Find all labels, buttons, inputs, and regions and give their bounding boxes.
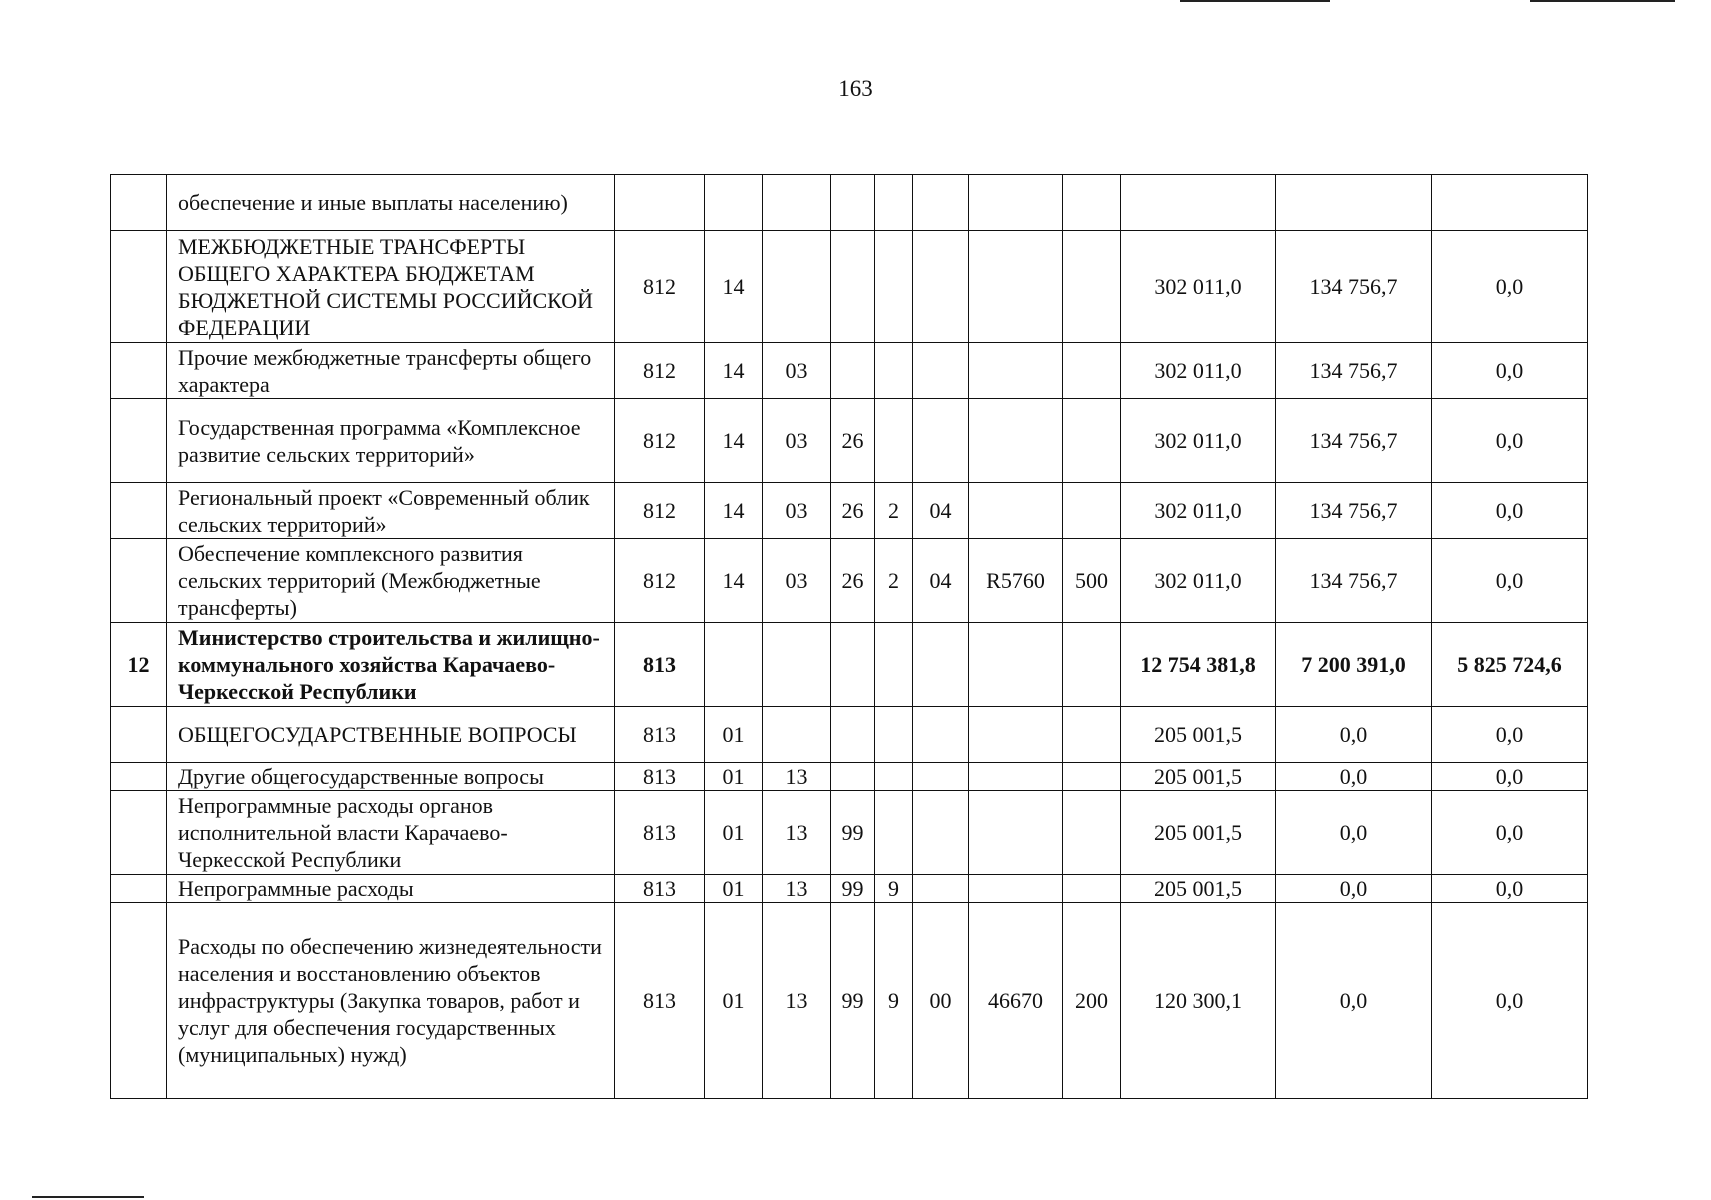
cell-no xyxy=(111,399,167,483)
cell-y1: 205 001,5 xyxy=(1121,707,1276,763)
cell-direction xyxy=(969,791,1063,875)
cell-y1: 302 011,0 xyxy=(1121,539,1276,623)
cell-section: 14 xyxy=(705,399,763,483)
cell-y1: 302 011,0 xyxy=(1121,399,1276,483)
cell-ministry: 813 xyxy=(615,903,705,1099)
cell-subsection: 03 xyxy=(763,483,831,539)
cell-ministry: 812 xyxy=(615,343,705,399)
cell-y3: 0,0 xyxy=(1432,875,1588,903)
cell-subprogram xyxy=(875,231,913,343)
cell-y1: 120 300,1 xyxy=(1121,903,1276,1099)
cell-section: 14 xyxy=(705,539,763,623)
cell-name: МЕЖБЮДЖЕТНЫЕ ТРАНСФЕРТЫ ОБЩЕГО ХАРАКТЕРА БЮДЖЕТАМ БЮДЖЕТНОЙ СИСТЕМЫ РОССИЙСКОЙ ФЕДЕРАЦИИ xyxy=(167,231,615,343)
cell-expense-type xyxy=(1063,875,1121,903)
cell-y1: 205 001,5 xyxy=(1121,875,1276,903)
cell-y3: 0,0 xyxy=(1432,539,1588,623)
cell-program xyxy=(831,175,875,231)
cell-event: 04 xyxy=(913,483,969,539)
cell-subprogram xyxy=(875,343,913,399)
table-row xyxy=(111,399,1588,483)
cell-expense-type xyxy=(1063,399,1121,483)
cell-program xyxy=(831,763,875,791)
cell-no xyxy=(111,483,167,539)
cell-event xyxy=(913,707,969,763)
cell-no: 12 xyxy=(111,623,167,707)
cell-name: Региональный проект «Современный облик сельских территорий» xyxy=(167,483,615,539)
cell-direction xyxy=(969,707,1063,763)
cell-y2: 134 756,7 xyxy=(1276,343,1432,399)
cell-direction xyxy=(969,875,1063,903)
table-body xyxy=(111,175,1588,1099)
cell-no xyxy=(111,231,167,343)
header-rule-right xyxy=(1530,0,1675,2)
cell-event xyxy=(913,623,969,707)
cell-ministry: 812 xyxy=(615,483,705,539)
cell-y3: 0,0 xyxy=(1432,707,1588,763)
cell-event xyxy=(913,875,969,903)
cell-y2: 134 756,7 xyxy=(1276,399,1432,483)
cell-y1: 205 001,5 xyxy=(1121,791,1276,875)
cell-y1 xyxy=(1121,175,1276,231)
cell-direction xyxy=(969,343,1063,399)
cell-program: 26 xyxy=(831,539,875,623)
header-rule-left xyxy=(1180,0,1330,2)
cell-ministry: 812 xyxy=(615,399,705,483)
cell-event xyxy=(913,763,969,791)
cell-direction: R5760 xyxy=(969,539,1063,623)
cell-y2: 134 756,7 xyxy=(1276,231,1432,343)
cell-name: Прочие межбюджетные трансферты общего характера xyxy=(167,343,615,399)
cell-subsection xyxy=(763,623,831,707)
cell-name: Министерство строительства и жилищно-коммунального хозяйства Карачаево-Черкесской Республики xyxy=(167,623,615,707)
cell-subprogram xyxy=(875,791,913,875)
cell-y2: 7 200 391,0 xyxy=(1276,623,1432,707)
cell-section: 01 xyxy=(705,903,763,1099)
table-row xyxy=(111,175,1588,231)
cell-y3 xyxy=(1432,175,1588,231)
cell-y3: 0,0 xyxy=(1432,763,1588,791)
cell-y2: 0,0 xyxy=(1276,875,1432,903)
footer-rule xyxy=(32,1196,144,1198)
cell-direction xyxy=(969,175,1063,231)
cell-subprogram xyxy=(875,707,913,763)
cell-subsection xyxy=(763,231,831,343)
cell-program xyxy=(831,343,875,399)
cell-expense-type xyxy=(1063,707,1121,763)
table-row xyxy=(111,763,1588,791)
cell-expense-type xyxy=(1063,231,1121,343)
cell-no xyxy=(111,175,167,231)
cell-ministry xyxy=(615,175,705,231)
cell-subprogram xyxy=(875,399,913,483)
cell-expense-type xyxy=(1063,763,1121,791)
cell-no xyxy=(111,763,167,791)
cell-y3: 0,0 xyxy=(1432,483,1588,539)
cell-y2: 0,0 xyxy=(1276,707,1432,763)
table-row xyxy=(111,539,1588,623)
cell-y2: 0,0 xyxy=(1276,763,1432,791)
cell-name: Расходы по обеспечению жизнедеятельности населения и восстановлению объектов инфраструктуры (Закупка товаров, работ и услуг для обеспечения государственных (муниципальных) нужд) xyxy=(167,903,615,1099)
cell-name: Непрограммные расходы органов исполнительной власти Карачаево-Черкесской Республики xyxy=(167,791,615,875)
cell-expense-type xyxy=(1063,175,1121,231)
cell-name: Другие общегосударственные вопросы xyxy=(167,763,615,791)
budget-table xyxy=(110,174,1588,1099)
cell-expense-type xyxy=(1063,483,1121,539)
cell-y1: 302 011,0 xyxy=(1121,483,1276,539)
cell-section: 01 xyxy=(705,707,763,763)
cell-event xyxy=(913,231,969,343)
cell-section: 01 xyxy=(705,763,763,791)
cell-y3: 0,0 xyxy=(1432,231,1588,343)
cell-y1: 12 754 381,8 xyxy=(1121,623,1276,707)
cell-y3: 0,0 xyxy=(1432,791,1588,875)
cell-y1: 302 011,0 xyxy=(1121,231,1276,343)
cell-name: Обеспечение комплексного развития сельских территорий (Межбюджетные трансферты) xyxy=(167,539,615,623)
cell-subsection: 03 xyxy=(763,343,831,399)
table-row xyxy=(111,231,1588,343)
cell-ministry: 812 xyxy=(615,231,705,343)
cell-direction xyxy=(969,483,1063,539)
cell-ministry: 813 xyxy=(615,707,705,763)
cell-subsection: 13 xyxy=(763,791,831,875)
cell-subsection: 13 xyxy=(763,875,831,903)
cell-subsection: 03 xyxy=(763,399,831,483)
cell-event: 00 xyxy=(913,903,969,1099)
cell-subprogram: 9 xyxy=(875,875,913,903)
cell-subsection: 03 xyxy=(763,539,831,623)
cell-subsection: 13 xyxy=(763,903,831,1099)
table-row xyxy=(111,791,1588,875)
cell-direction xyxy=(969,623,1063,707)
cell-section: 14 xyxy=(705,483,763,539)
cell-y1: 205 001,5 xyxy=(1121,763,1276,791)
cell-y2: 134 756,7 xyxy=(1276,539,1432,623)
cell-section xyxy=(705,623,763,707)
cell-event xyxy=(913,399,969,483)
page-number: 163 xyxy=(838,76,873,101)
cell-expense-type: 500 xyxy=(1063,539,1121,623)
cell-subprogram xyxy=(875,175,913,231)
table-row xyxy=(111,343,1588,399)
cell-y3: 0,0 xyxy=(1432,903,1588,1099)
cell-subprogram: 2 xyxy=(875,483,913,539)
cell-y3: 5 825 724,6 xyxy=(1432,623,1588,707)
cell-expense-type: 200 xyxy=(1063,903,1121,1099)
cell-program: 99 xyxy=(831,903,875,1099)
cell-direction: 46670 xyxy=(969,903,1063,1099)
cell-name: обеспечение и иные выплаты населению) xyxy=(167,175,615,231)
cell-program: 99 xyxy=(831,791,875,875)
cell-y3: 0,0 xyxy=(1432,343,1588,399)
cell-program xyxy=(831,707,875,763)
cell-ministry: 813 xyxy=(615,763,705,791)
cell-subsection xyxy=(763,707,831,763)
table-row xyxy=(111,623,1588,707)
cell-subprogram: 2 xyxy=(875,539,913,623)
cell-y2: 0,0 xyxy=(1276,903,1432,1099)
cell-name: Непрограммные расходы xyxy=(167,875,615,903)
cell-section: 14 xyxy=(705,343,763,399)
cell-event xyxy=(913,791,969,875)
cell-section xyxy=(705,175,763,231)
cell-subprogram xyxy=(875,623,913,707)
cell-subprogram: 9 xyxy=(875,903,913,1099)
cell-section: 01 xyxy=(705,791,763,875)
cell-subsection xyxy=(763,175,831,231)
cell-ministry: 813 xyxy=(615,875,705,903)
cell-direction xyxy=(969,763,1063,791)
cell-no xyxy=(111,903,167,1099)
cell-no xyxy=(111,539,167,623)
cell-program: 99 xyxy=(831,875,875,903)
table-row xyxy=(111,875,1588,903)
cell-direction xyxy=(969,231,1063,343)
cell-event: 04 xyxy=(913,539,969,623)
table-row xyxy=(111,483,1588,539)
cell-ministry: 813 xyxy=(615,791,705,875)
cell-event xyxy=(913,175,969,231)
cell-y2: 134 756,7 xyxy=(1276,483,1432,539)
cell-ministry: 813 xyxy=(615,623,705,707)
cell-expense-type xyxy=(1063,623,1121,707)
cell-y1: 302 011,0 xyxy=(1121,343,1276,399)
cell-subsection: 13 xyxy=(763,763,831,791)
cell-program xyxy=(831,231,875,343)
cell-program: 26 xyxy=(831,399,875,483)
cell-direction xyxy=(969,399,1063,483)
cell-expense-type xyxy=(1063,343,1121,399)
cell-no xyxy=(111,343,167,399)
cell-section: 01 xyxy=(705,875,763,903)
cell-y3: 0,0 xyxy=(1432,399,1588,483)
cell-no xyxy=(111,707,167,763)
cell-program: 26 xyxy=(831,483,875,539)
cell-ministry: 812 xyxy=(615,539,705,623)
cell-no xyxy=(111,875,167,903)
table-row xyxy=(111,707,1588,763)
cell-y2 xyxy=(1276,175,1432,231)
table-row xyxy=(111,903,1588,1099)
cell-name: Государственная программа «Комплексное развитие сельских территорий» xyxy=(167,399,615,483)
cell-expense-type xyxy=(1063,791,1121,875)
cell-y2: 0,0 xyxy=(1276,791,1432,875)
cell-no xyxy=(111,791,167,875)
cell-name: ОБЩЕГОСУДАРСТВЕННЫЕ ВОПРОСЫ xyxy=(167,707,615,763)
cell-event xyxy=(913,343,969,399)
cell-subprogram xyxy=(875,763,913,791)
cell-section: 14 xyxy=(705,231,763,343)
cell-program xyxy=(831,623,875,707)
